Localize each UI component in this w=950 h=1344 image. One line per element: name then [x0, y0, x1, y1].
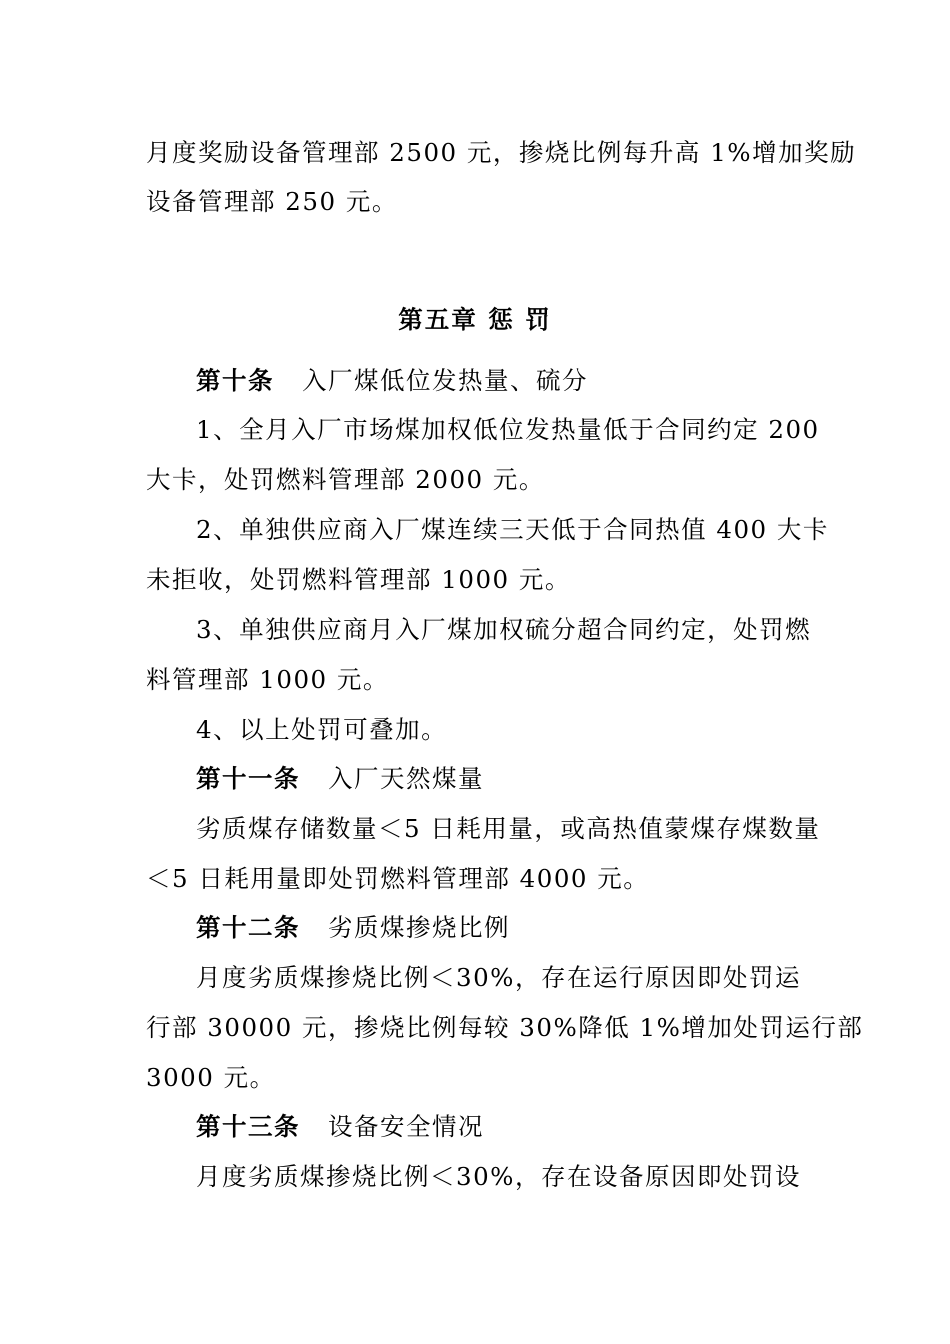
article-11-subject: 入厂天然煤量 [328, 764, 484, 793]
article-11-line-2: ＜5 日耗用量即处罚燃料管理部 4000 元。 [146, 864, 650, 893]
article-10-line-1: 1、全月入厂市场煤加权低位发热量低于合同约定 200 [196, 415, 820, 444]
article-13-heading [196, 1112, 806, 1142]
article-13-subject: 设备安全情况 [328, 1112, 484, 1141]
article-11-line-1: 劣质煤存储数量＜5 日耗用量，或高热值蒙煤存煤数量 [196, 814, 821, 843]
intro-line-2: 设备管理部 250 元。 [146, 187, 398, 216]
article-10-line-6: 料管理部 1000 元。 [146, 665, 389, 694]
article-12-line-3: 3000 元。 [146, 1063, 276, 1092]
article-11-title: 第十一条 [196, 764, 300, 793]
article-10-title: 第十条 [196, 366, 274, 395]
article-13-title: 第十三条 [196, 1112, 300, 1141]
article-12-line-1: 月度劣质煤掺烧比例＜30%，存在运行原因即处罚运 [196, 963, 801, 992]
article-11-heading [196, 764, 806, 794]
article-12-heading [196, 913, 806, 943]
article-12-line-2: 行部 30000 元，掺烧比例每较 30%降低 1%增加处罚运行部 [146, 1013, 864, 1042]
article-10-line-2: 大卡，处罚燃料管理部 2000 元。 [146, 465, 545, 494]
intro-line-1: 月度奖励设备管理部 2500 元，掺烧比例每升高 1%增加奖励 [146, 138, 857, 167]
article-10-subject: 入厂煤低位发热量、硫分 [302, 366, 588, 395]
article-13-line-1: 月度劣质煤掺烧比例＜30%，存在设备原因即处罚设 [196, 1162, 801, 1191]
article-10-line-5: 3、单独供应商月入厂煤加权硫分超合同约定，处罚燃 [196, 615, 812, 644]
article-10-line-4: 未拒收，处罚燃料管理部 1000 元。 [146, 565, 571, 594]
article-12-subject: 劣质煤掺烧比例 [328, 913, 510, 942]
article-10-line-3: 2、单独供应商入厂煤连续三天低于合同热值 400 大卡 [196, 515, 829, 544]
article-10-heading [196, 366, 806, 396]
article-12-title: 第十二条 [196, 913, 300, 942]
article-10-line-7: 4、以上处罚可叠加。 [196, 715, 448, 744]
chapter-heading: 第五章 惩 罚 [398, 305, 552, 334]
